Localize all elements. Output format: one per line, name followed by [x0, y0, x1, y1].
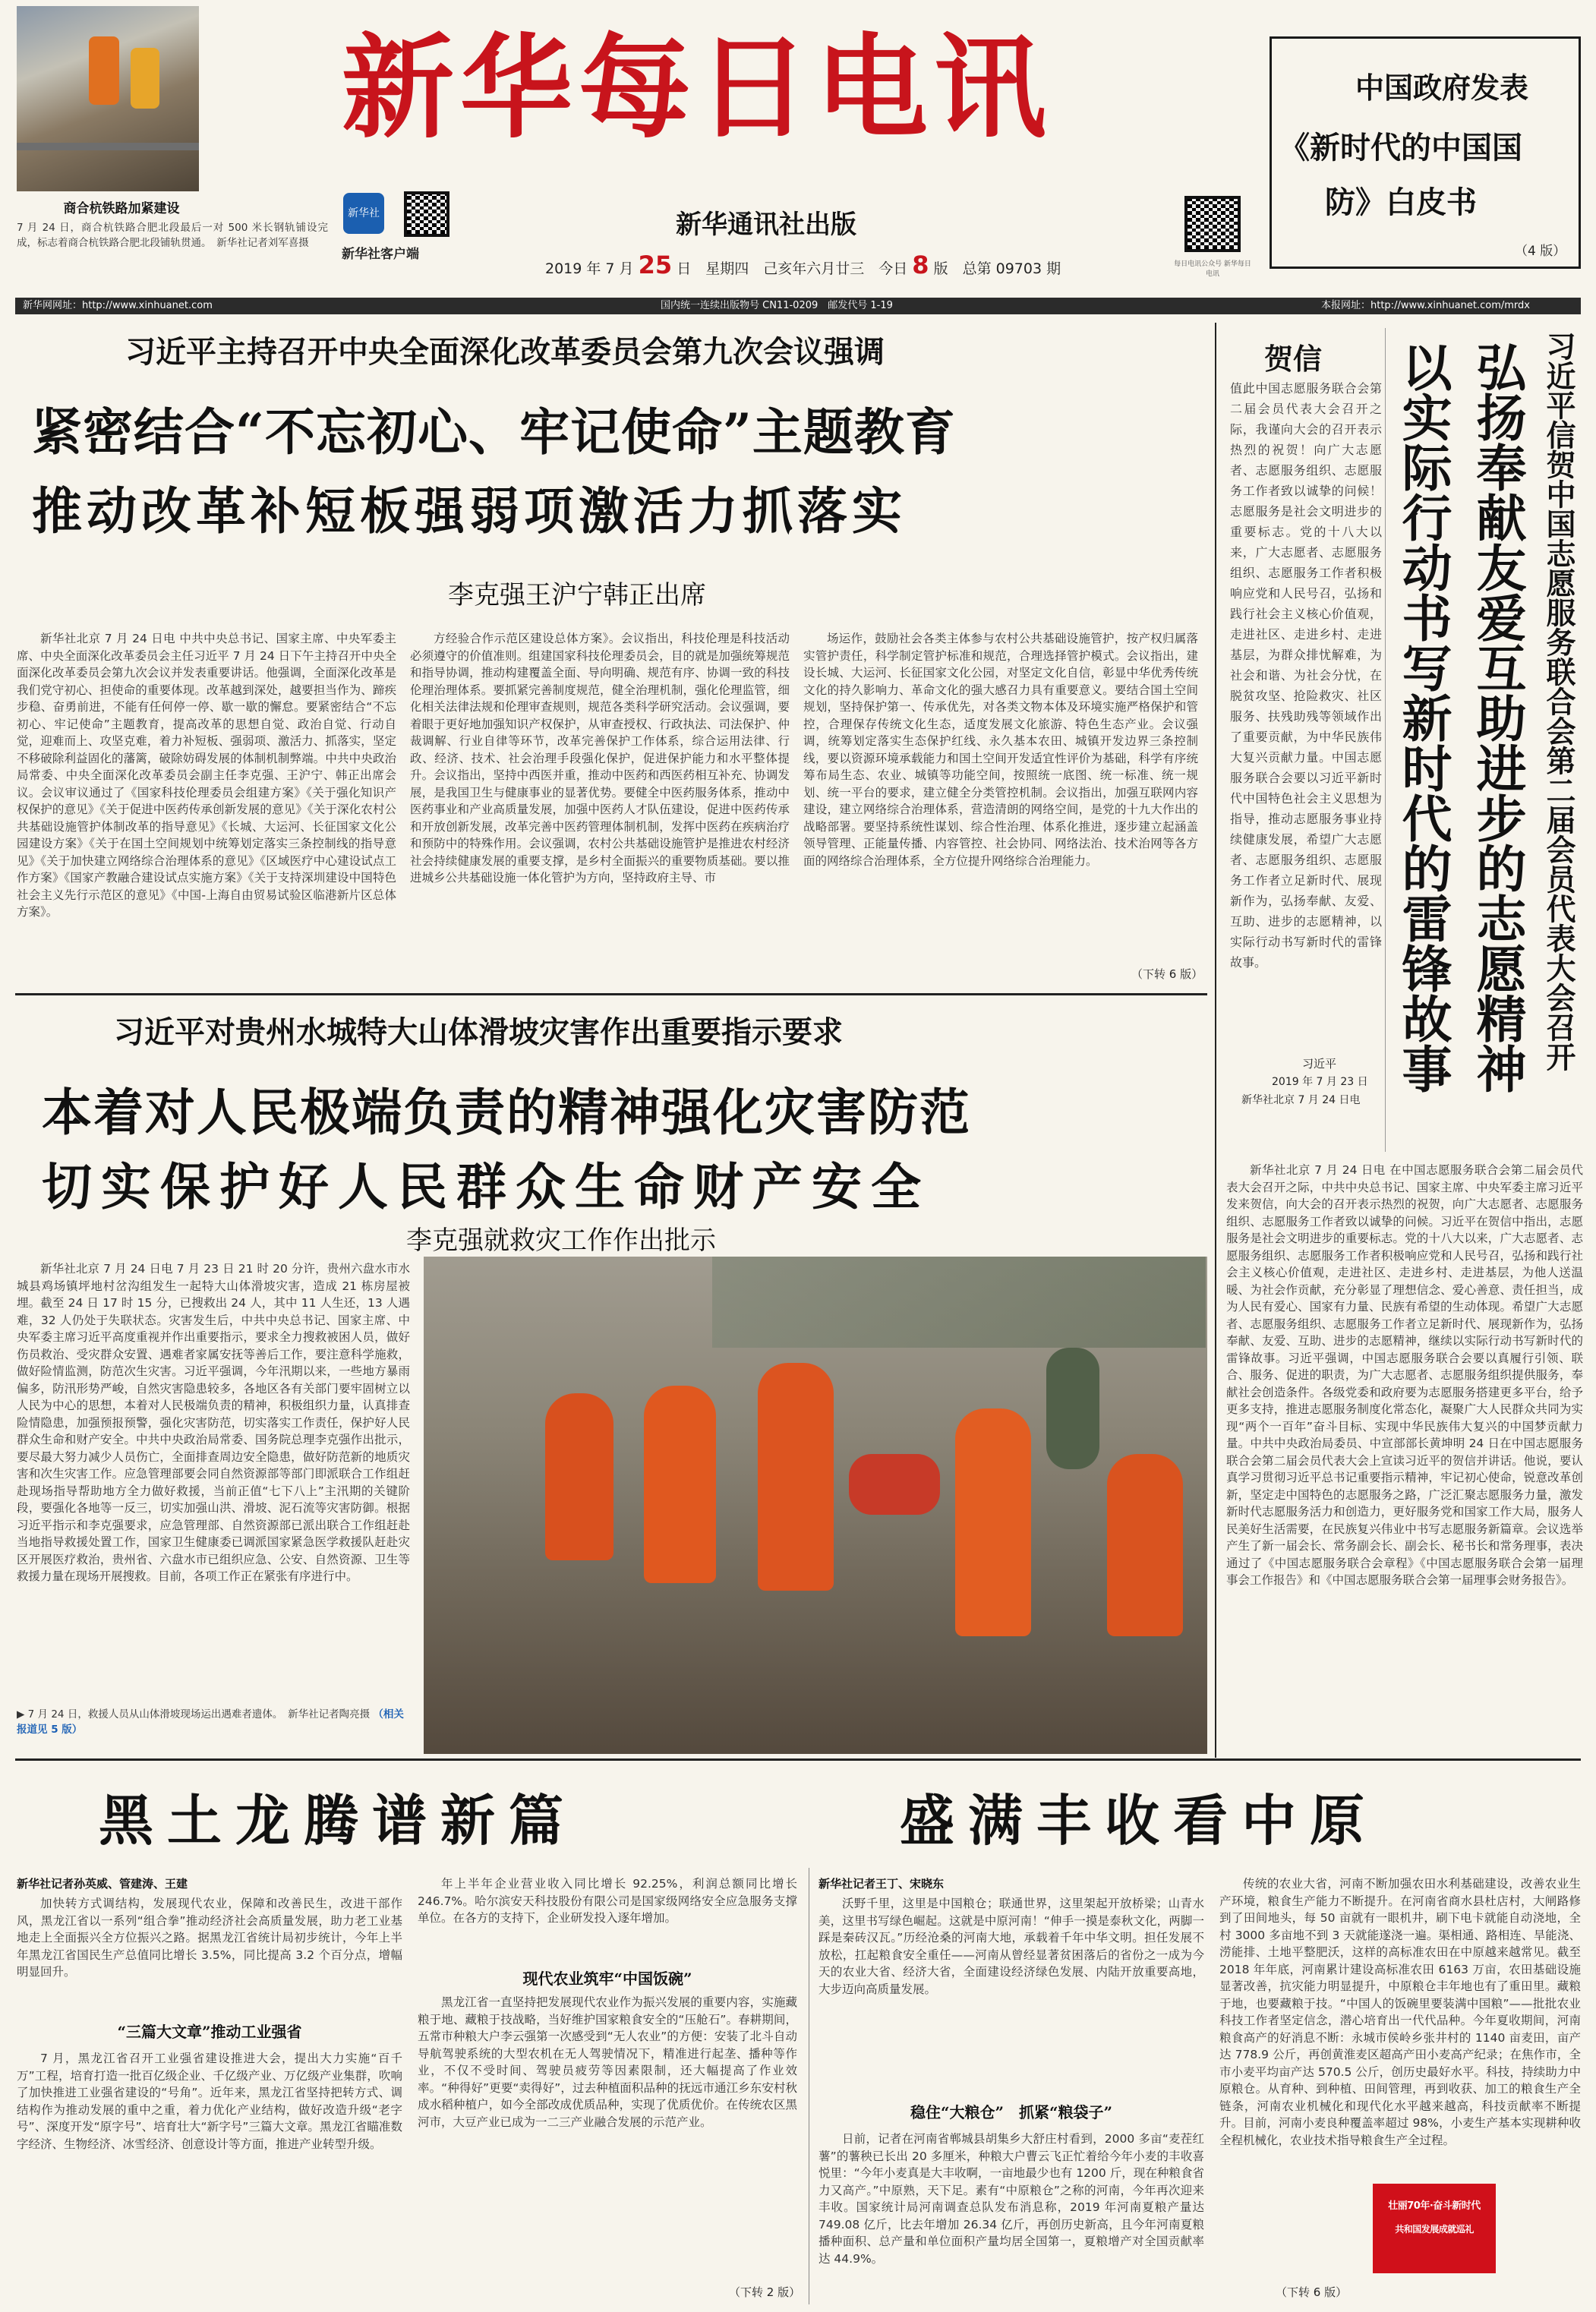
date-day: 25 — [638, 251, 673, 279]
disaster-caption — [17, 1707, 412, 1737]
letter-date: 2019 年 7 月 23 日 — [1272, 1076, 1368, 1088]
promo-line1: 中国政府发表 — [1355, 71, 1529, 105]
lead-kicker: 习近平主持召开中央全面深化改革委员会第九次会议强调 — [125, 334, 885, 370]
bottom-left-col2b — [418, 1994, 797, 2273]
lead-col-2 — [410, 630, 790, 987]
bottom-right-col2 — [1219, 1875, 1581, 2173]
date-prefix: 2019 年 7 月 — [545, 260, 634, 277]
bottom-left-sub-1: “三篇大文章”推动工业强省 — [117, 2023, 302, 2041]
disaster-sub: 李克强就救灾工作作出批示 — [406, 1225, 716, 1256]
promo-line3: 防》白皮书 — [1325, 185, 1477, 220]
publisher: 新华通讯社出版 — [676, 210, 856, 240]
top-left-text: 7 月 24 日，商合杭铁路合肥北段最后一对 500 米长钢轨铺设完成，标志着商合杭铁路合肥北段铺轨贯通。 新华社记者刘军喜摄 — [17, 222, 328, 249]
promo-line2: 《新时代的中国国 — [1279, 130, 1522, 166]
disaster-body-text: 新华社北京 7 月 24 日电 7 月 23 日 21 时 20 分许，贵州六盘水市水城县鸡场镇坪地村岔沟组发生一起特大山体滑坡灾害，造成 21 栋房屋被埋。截至 24 日 17 时 15 分，已搜救出 24 人，其中 11 人生还，13 人遇难，32 人仍处于失联状态。灾害发生后，中共中央总书记、国家主席、中央军委主席习近平高度重视并作出重要指示，要求全力搜救被困人员，做好伤员救治、受灾群众安置、遇难者家属安抚等善后工作，要注意科学施救，做好险情监测，防范次生灾害。习近平强调，今年汛期以来，一些地方暴雨偏多，防汛形势严峻，自然灾害隐患较多，各地区各有关部门要牢固树立以人民为中心的思想，本着对人民极端负责的精神，积极组织力量，认真排查险情隐患，加强预报预警，强化灾害防范，切实落实工作责任，保护好人民群众生命和财产安全。中共中央政治局常委、国务院总理李克强作出批示，要尽最大努力减少人员伤亡，全面排查周边安全隐患，做好防范新的地质灾害和次生灾害工作。应急管理部要会同自然资源部等部门即派联合工作组赶赴现场指导帮助地方全力做好救援，当前正值“七下八上”主汛期的关键阶段，要强化各地等一反三，切实加强山洪、滑坡、泥石流等灾害防御。根据习近平指示和李克强要求，应急管理部、自然资源部已派出联合工作组赶赴当地指导救援处置工作，国家卫生健康委已调派国家紧急医学救援队赶赴灾区开展医疗救治，贵州省、六盘水市已组织应急、公安、自然资源、卫生等救援力量在现场开展搜救。目前，各项工作正在紧张有序进行中。 — [17, 1262, 410, 1583]
letter-text — [1230, 378, 1382, 1046]
lead-sub: 李克强王沪宁韩正出席 — [448, 580, 706, 610]
bottom-left-col2a — [418, 1875, 797, 1959]
bottom-left-col1b — [17, 2050, 402, 2301]
letter-dateline: 新华社北京 7 月 24 日电 — [1241, 1094, 1361, 1106]
volunteer-headline-2: 弘扬奉献友爱互助进步的志愿精神 — [1468, 342, 1527, 1093]
lead-headline-1: 紧密结合“不忘初心、牢记使命”主题教育 — [32, 402, 956, 462]
disaster-caption-text: ▶ 7 月 24 日，救援人员从山体滑坡现场运出遇难者遗体。 新华社记者陶亮摄 — [17, 1708, 371, 1721]
promo-page: （4 版） — [1515, 244, 1566, 259]
bottom-right-col1b — [819, 2131, 1204, 2305]
topbar-left[interactable]: 新华网网址：http://www.xinhuanet.com — [23, 300, 213, 311]
issue-number: 版 总第 09703 期 — [933, 260, 1061, 277]
volunteer-headline-3: 以实际行动书写新时代的雷锋故事 — [1393, 342, 1452, 1093]
qr-code-left[interactable] — [404, 191, 449, 237]
bottom-left-sub-2: 现代农业筑牢“中国饭碗” — [522, 1970, 692, 1988]
volunteer-headline-1: 习近平信贺中国志愿服务联合会第二届会员代表大会召开 — [1541, 331, 1576, 1071]
client-logo: 新华社 — [343, 193, 384, 234]
lead-col-1-text: 新华社北京 7 月 24 日电 中共中央总书记、国家主席、中央军委主席、中央全面深化改革委员会主任习近平 7 月 24 日下午主持召开中央全面深化改革委员会第九次会议并发表重要讲话。他强调，全面深化改革是我们党守初心、担使命的重要体现。改革越到深处，越要担当作为、蹄疾步稳、奋勇前进，不能有任何停一停、歇一歇的懈怠。要紧密结合“不忘初心、牢记使命”主题教育，提高改革的思想自觉、政治自觉、行动自觉，迎难而上、攻坚克难，着力补短板、强弱项、激活力、抓落实，坚定不移破除利益固化的藩篱，破除妨碍发展的体制机制弊端。中共中央政治局常委、中央全面深化改革委员会副主任李克强、王沪宁、韩正出席会议。会议审议通过了《国家科技伦理委员会组建方案》《关于强化知识产权保护的意见》《关于促进中医药传承创新发展的意见》《关于深化农村公共基础设施管护体制改革的指导意见》《长城、大运河、长征国家文化公园建设方案》《关于在国土空间规划中统筹划定落实三条控制线的指导意见》《关于加快建立网络综合治理体系的意见》《区域医疗中心建设试点工作方案》《国家产教融合建设试点实施方案》《关于支持深圳建设中国特色社会主义先行示范区的意见》《中国-上海自由贸易试验区临港新片区总体方案》。 — [17, 632, 396, 919]
qr-code-right[interactable] — [1184, 196, 1241, 252]
bottom-right-continue[interactable]: （下转 6 版） — [1276, 2285, 1348, 2299]
topbar-center: 国内统一连续出版物号 CN11-0209 邮发代号 1-19 — [661, 300, 893, 311]
disaster-divider — [15, 1758, 1581, 1761]
date-suffix: 日 星期四 己亥年六月廿三 今日 — [677, 260, 908, 277]
bottom-left-col2b-text: 黑龙江省一直坚持把发展现代农业作为振兴发展的重要内容，实施藏粮于地、藏粮于技战略，当好维护国家粮食安全的“压舱石”。春耕期间，五常市种粮大户李云强第一次感受到“无人农业”的方便：安装了北斗自动导航驾驶系统的大型农机在无人驾驶情况下，精准进行起垄、播种等作业，不仅不受时间、驾驶员疲劳等因素限制，还大幅提高了作业效率。“种得好”更要“卖得好”，过去种植面积品种的抚远市通江乡东安村秋成水稻种植户，如今全部改成优质品种，实现了优质优价。在传统农区黑河市，大豆产业已成为一二三产业融合发展的示范产业。 — [418, 1995, 797, 2129]
bottom-right-col1a-text: 沃野千里，这里是中国粮仓；联通世界，这里架起开放桥梁；山青水美，这里书写绿色崛起。这就是中原河南！“伸手一摸是泰秋文化，两脚一踩是秦砖汉瓦。”历经沧桑的河南大地，承载着千年中华文明。担任发展不放松，扛起粮食安全重任——河南从曾经显著贫困落后的省份之一成为今天的农业大省、经济大省，全面建设经济绿色发展、内陆开放重要高地，大步迈向高质量发展。 — [819, 1897, 1204, 1996]
bottom-right-col2-text: 传统的农业大省，河南不断加强农田水利基础建设，改善农业生产环境，粮食生产能力不断提升。在河南省商水县杜店村，大闸路修到了田间地头，每 50 亩就有一眼机井，刷下电卡就能自动浇地，全村 3000 多亩地不到 3 天就能遂浇一遍。渠相通、路相连、旱能浇、涝能排、土地平整肥沃，这样的高标准农田在中原越来越常见。截至 2018 年年底，河南累计建设高标准农田 6163 万亩，农田基础设施显著改善，抗灾能力明显提升，中原粮仓丰年地也有了重田里。藏粮于地，也要藏粮于技。“中国人的饭碗里要装满中国粮”——批批农业科技工作者坚定信念，潜心培育出一代代品种。今年夏收期间，河南粮食高产的好消息不断：永城市侯岭乡张井村的 1140 亩麦田，亩产达 778.9 公斤，再创黄淮麦区超高产田小麦高产纪录；在焦作市，全市小麦平均亩产达 570.5 公斤，创历史最好水平。科技，持续助力中原粮仓。从育种、到种植、田间管理，再到收获、加工的粮食生产全链条，河南农业机械化和现代化水平越来越高，科技贡献率不断提升。目前，河南小麦良种覆盖率超过 98%，小麦生产基本实现耕种收全程机械化，农业技术指导粮食生产全过程。 — [1219, 1877, 1581, 2147]
right-column-divider — [1215, 323, 1216, 1758]
lead-continue[interactable]: （下转 6 版） — [1131, 967, 1203, 981]
lead-col-3-text: 场运作，鼓励社会各类主体参与农村公共基础设施管护，按产权归属落实管护责任，科学制定管护标准和规范，合理选择管护模式。会议指出，建设长城、大运河、长征国家文化公园，对坚定文化自信，彰显中华优秀传统文化的持久影响力、革命文化的强大感召力具有重要意义。要结合国土空间规划，坚持保护第一、传承优先，对各类文物本体及环境实施严格保护和管控，合理保存传统文化生态，适度发展文化旅游、特色生态产业。会议强调，统筹划定落实生态保护红线、永久基本农田、城镇开发边界三条控制线，要以资源环境承载能力和国土空间开发适宜性评价为基础，科学有序统筹布局生态、农业、城镇等功能空间，按照统一底图、统一标准、统一规划、统一平台的要求，建立健全分类管控机制。会议指出，加强互联网内容建设，建立网络综合治理体系，营造清朗的网络空间，是党的十九大作出的战略部署。要坚持系统性谋划、综合性治理、体系化推进，逐步建立起涵盖领导管理、正能量传播、内容管控、社会协同、网络法治、技术治网等各方面的网络综合治理体系，全方位提升网络综合治理能力。 — [803, 632, 1198, 868]
bottom-left-col2a-text: 年上半年企业营业收入同比增长 92.25%，利润总额同比增长 246.7%。哈尔滨安天科技股份有限公司是国家级网络安全应急服务支撑单位。在各方的支持下，企业研发投入逐年增加。 — [418, 1877, 797, 1925]
disaster-headline-2: 切实保护好人民群众生命财产安全 — [42, 1157, 930, 1216]
disaster-caption-link[interactable]: （相关报道见 5 版） — [17, 1708, 404, 1736]
disaster-kicker: 习近平对贵州水城特大山体滑坡灾害作出重要指示要求 — [114, 1014, 843, 1050]
client-label: 新华社客户端 — [342, 247, 419, 262]
top-left-caption: 商合杭铁路加紧建设 — [63, 201, 180, 216]
bottom-left-title: 黑土龙腾谱新篇 — [99, 1788, 578, 1853]
series-badge-line2: 共和国发展成就巡礼 — [1395, 2224, 1474, 2235]
letter-box — [1226, 328, 1386, 1152]
top-left-photo — [17, 6, 199, 191]
letter-signature: 习近平 — [1302, 1057, 1337, 1071]
lead-col-2-text: 方经验合作示范区建设总体方案》。会议指出，科技伦理是科技活动必须遵守的价值准则。组建国家科技伦理委员会，目的就是加强统筹规范和指导协调，推动构建覆盖全面、导向明确、规范有序、协调一致的科技伦理治理体系。要抓紧完善制度规范，健全治理机制，强化伦理监管，细化相关法律法规和伦理审查规则，规范各类科学研究活动。会议强调，要着眼于更好地加强知识产权保护，从审查授权、行政执法、司法保护、仲裁调解、行业自律等环节，改革完善保护工作体系，综合运用法律、行政、经济、技术、社会治理手段强化保护，促进保护能力和水平整体提升。会议指出，坚持中西医并重，推动中医药和西医药相互补充、协调发展，是我国卫生与健康事业的显著优势。要健全中医药服务体系，推动中医药事业和产业高质量发展，加强中医药人才队伍建设，促进中医药传承和开放创新发展，改革完善中医药管理体制机制，发挥中医药在疾病治疗和预防中的特殊作用。会议强调，农村公共基础设施管护是推进农村经济社会持续健康发展的重要支撑，是乡村全面振兴的重要物质基础。要以推进城乡公共基础设施一体化管护为方向，坚持政府主导、市 — [410, 632, 790, 885]
volunteer-body-text: 新华社北京 7 月 24 日电 在中国志愿服务联合会第二届会员代表大会召开之际，中共中央总书记、国家主席、中央军委主席习近平发来贺信，向大会的召开表示热烈的祝贺，向广大志愿者、志愿服务组织、志愿服务工作者致以诚挚的问候。习近平在贺信中指出，志愿服务是社会文明进步的重要标志。党的十八大以来，广大志愿者、志愿服务组织、志愿服务工作者积极响应党和人民号召，弘扬和践行社会主义核心价值观，走进社区、走进乡村、走进基层，为他人送温暖、为社会作贡献，充分彰显了理想信念、爱心善意、责任担当，成为人民有爱心、国家有力量、民族有希望的生动体现。希望广大志愿者、志愿服务组织、志愿服务工作者立足新时代、展现新作为，弘扬奉献、友爱、互助、进步的志愿精神，继续以实际行动书写新时代的雷锋故事。习近平强调，中国志愿服务联合会要以真履行引领、联合、服务、促进的职责，为广大志愿者、志愿服务组织提供服务，奉献社会创造条件。各级党委和政府要为志愿服务搭建更多平台，给予更多支持，推进志愿服务制度化常态化，凝聚广大人民群众共同为实现“两个一百年”奋斗目标、实现中华民族伟大复兴的中国梦贡献力量。中共中央政治局委员、中宣部部长黄坤明 24 日在中国志愿服务联合会第二届会员代表大会上宣读习近平的贺信并讲话。他说，要认真学习贯彻习近平总书记重要指示精神，牢记初心使命，锐意改革创新，坚定走中国特色的志愿服务之路，广泛汇聚志愿服务力量，激发新时代志愿服务活力和创造力，更好服务党和国家工作大局，服务人民美好生活需要，在民族复兴伟业中书写志愿服务新篇章。会议选举产生了新一届会长、常务副会长、副会长、秘书长和常务理事，表决通过了《中国志愿服务联合会章程》《中国志愿服务联合会第一届理事会工作报告》和《中国志愿服务联合会第一届理事会财务报告》。 — [1226, 1163, 1583, 1587]
masthead-title: 新华每日电讯 — [342, 21, 1052, 153]
bottom-left-continue[interactable]: （下转 2 版） — [729, 2285, 801, 2299]
top-info-bar — [15, 298, 1581, 314]
lead-divider — [15, 993, 1207, 995]
letter-title: 贺信 — [1264, 342, 1323, 376]
topbar-right[interactable]: 本报网址：http://www.xinhuanet.com/mrdx — [1321, 300, 1530, 311]
bottom-left-byline: 新华社记者孙英威、管建涛、王建 — [17, 1877, 188, 1891]
bottom-right-col1b-text: 日前，记者在河南省郸城县胡集乡大舒庄村看到，2000 多亩“麦茬红薯”的薯秧已长出 20 多厘米，种粮大户曹云飞正忙着给今年小麦的丰收喜悦里：“今年小麦真是大丰收啊，一亩地最少也有 1200 斤，现在种粮食省力又高产。”中原熟，天下足。素有“中原粮仓”之称的河南，今年再次迎来丰收。国家统计局河南调查总队发布消息称，2019 年河南夏粮产量达 749.08 亿斤，比去年增加 26.34 亿斤，再创历史新高，且今年河南夏粮播种面积、总产量和单位面积产量均居全国第一，夏粮增产对全国贡献率达 44.9%。 — [819, 2132, 1204, 2266]
bottom-right-col1a — [819, 1895, 1204, 2091]
series-badge[interactable] — [1373, 2184, 1496, 2273]
bottom-right-sub-1: 稳住“大粮仓” 抓紧“粮袋子” — [910, 2103, 1112, 2121]
lead-headline-2: 推动改革补短板强弱项激活力抓落实 — [32, 481, 907, 541]
series-badge-line1: 壮丽70年·奋斗新时代 — [1388, 2200, 1481, 2212]
lead-col-3 — [803, 630, 1198, 964]
lead-col-1 — [17, 630, 396, 987]
bottom-right-byline: 新华社记者王丁、宋晓东 — [819, 1877, 945, 1891]
issue-info — [545, 251, 1061, 279]
disaster-body — [17, 1260, 410, 1686]
volunteer-body — [1226, 1162, 1583, 1746]
qr-caption: 每日电讯公众号 新华每日电讯 — [1174, 260, 1251, 278]
letter-body: 值此中国志愿服务联合会第二届会员代表大会召开之际，我谨向大会的召开表示热烈的祝贺！向广大志愿者、志愿服务组织、志愿服务工作者致以诚挚的问候！志愿服务是社会文明进步的重要标志。党的十八大以来，广大志愿者、志愿服务组织、志愿服务工作者积极响应党和人民号召，弘扬和践行社会主义核心价值观，走进社区、走进乡村、走进基层，为群众排忧解难，为社会和谐、为社会分忧，在脱贫攻坚、抢险救灾、社区服务、扶残助残等领域作出了重要贡献，为中华民族伟大复兴贡献力量。中国志愿服务联合会要以习近平新时代中国特色社会主义思想为指导，推动志愿服务事业持续健康发展，希望广大志愿者、志愿服务组织、志愿服务工作者立足新时代、展现新作为，弘扬奉献、友爱、互助、进步的志愿精神，以实际行动书写新时代的雷锋故事。 — [1230, 381, 1382, 970]
promo-box[interactable] — [1270, 36, 1581, 269]
bottom-left-col1b-text: 7 月，黑龙江省召开工业强省建设推进大会，提出大力实施“百千万”工程，培育打造一批百亿级企业、千亿级产业、万亿级产业集群，吹响了加快推进工业强省建设的“号角”。近年来，黑龙江省坚持把转方式、调结构作为推动发展的重中之重，着力优化产业结构，做好改造升级“老字号”、深度开发“原字号”、培育壮大“新字号”三篇大文章。黑龙江省瞄准数字经济、生物经济、冰雪经济、创意设计等方面，推进产业转型升级。 — [17, 2052, 402, 2151]
bottom-left-col1a — [17, 1895, 402, 2009]
disaster-headline-1: 本着对人民极端负责的精神强化灾害防范 — [42, 1083, 971, 1142]
pages-count: 8 — [912, 251, 929, 279]
bottom-left-col1a-text: 加快转方式调结构，发展现代农业，保障和改善民生，改进干部作风，黑龙江省以一系列“组合拳”推动经济社会高质量发展，助力老工业基地走上全面振兴全方位振兴之路。据黑龙江省统计局初步统计，今年上半年黑龙江省国民生产总值同比增长 3.5%，同比提高 3.2 个百分点，增幅明显回升。 — [17, 1897, 402, 1979]
bottom-right-title: 盛满丰收看中原 — [900, 1788, 1379, 1853]
rescue-photo — [424, 1257, 1207, 1754]
